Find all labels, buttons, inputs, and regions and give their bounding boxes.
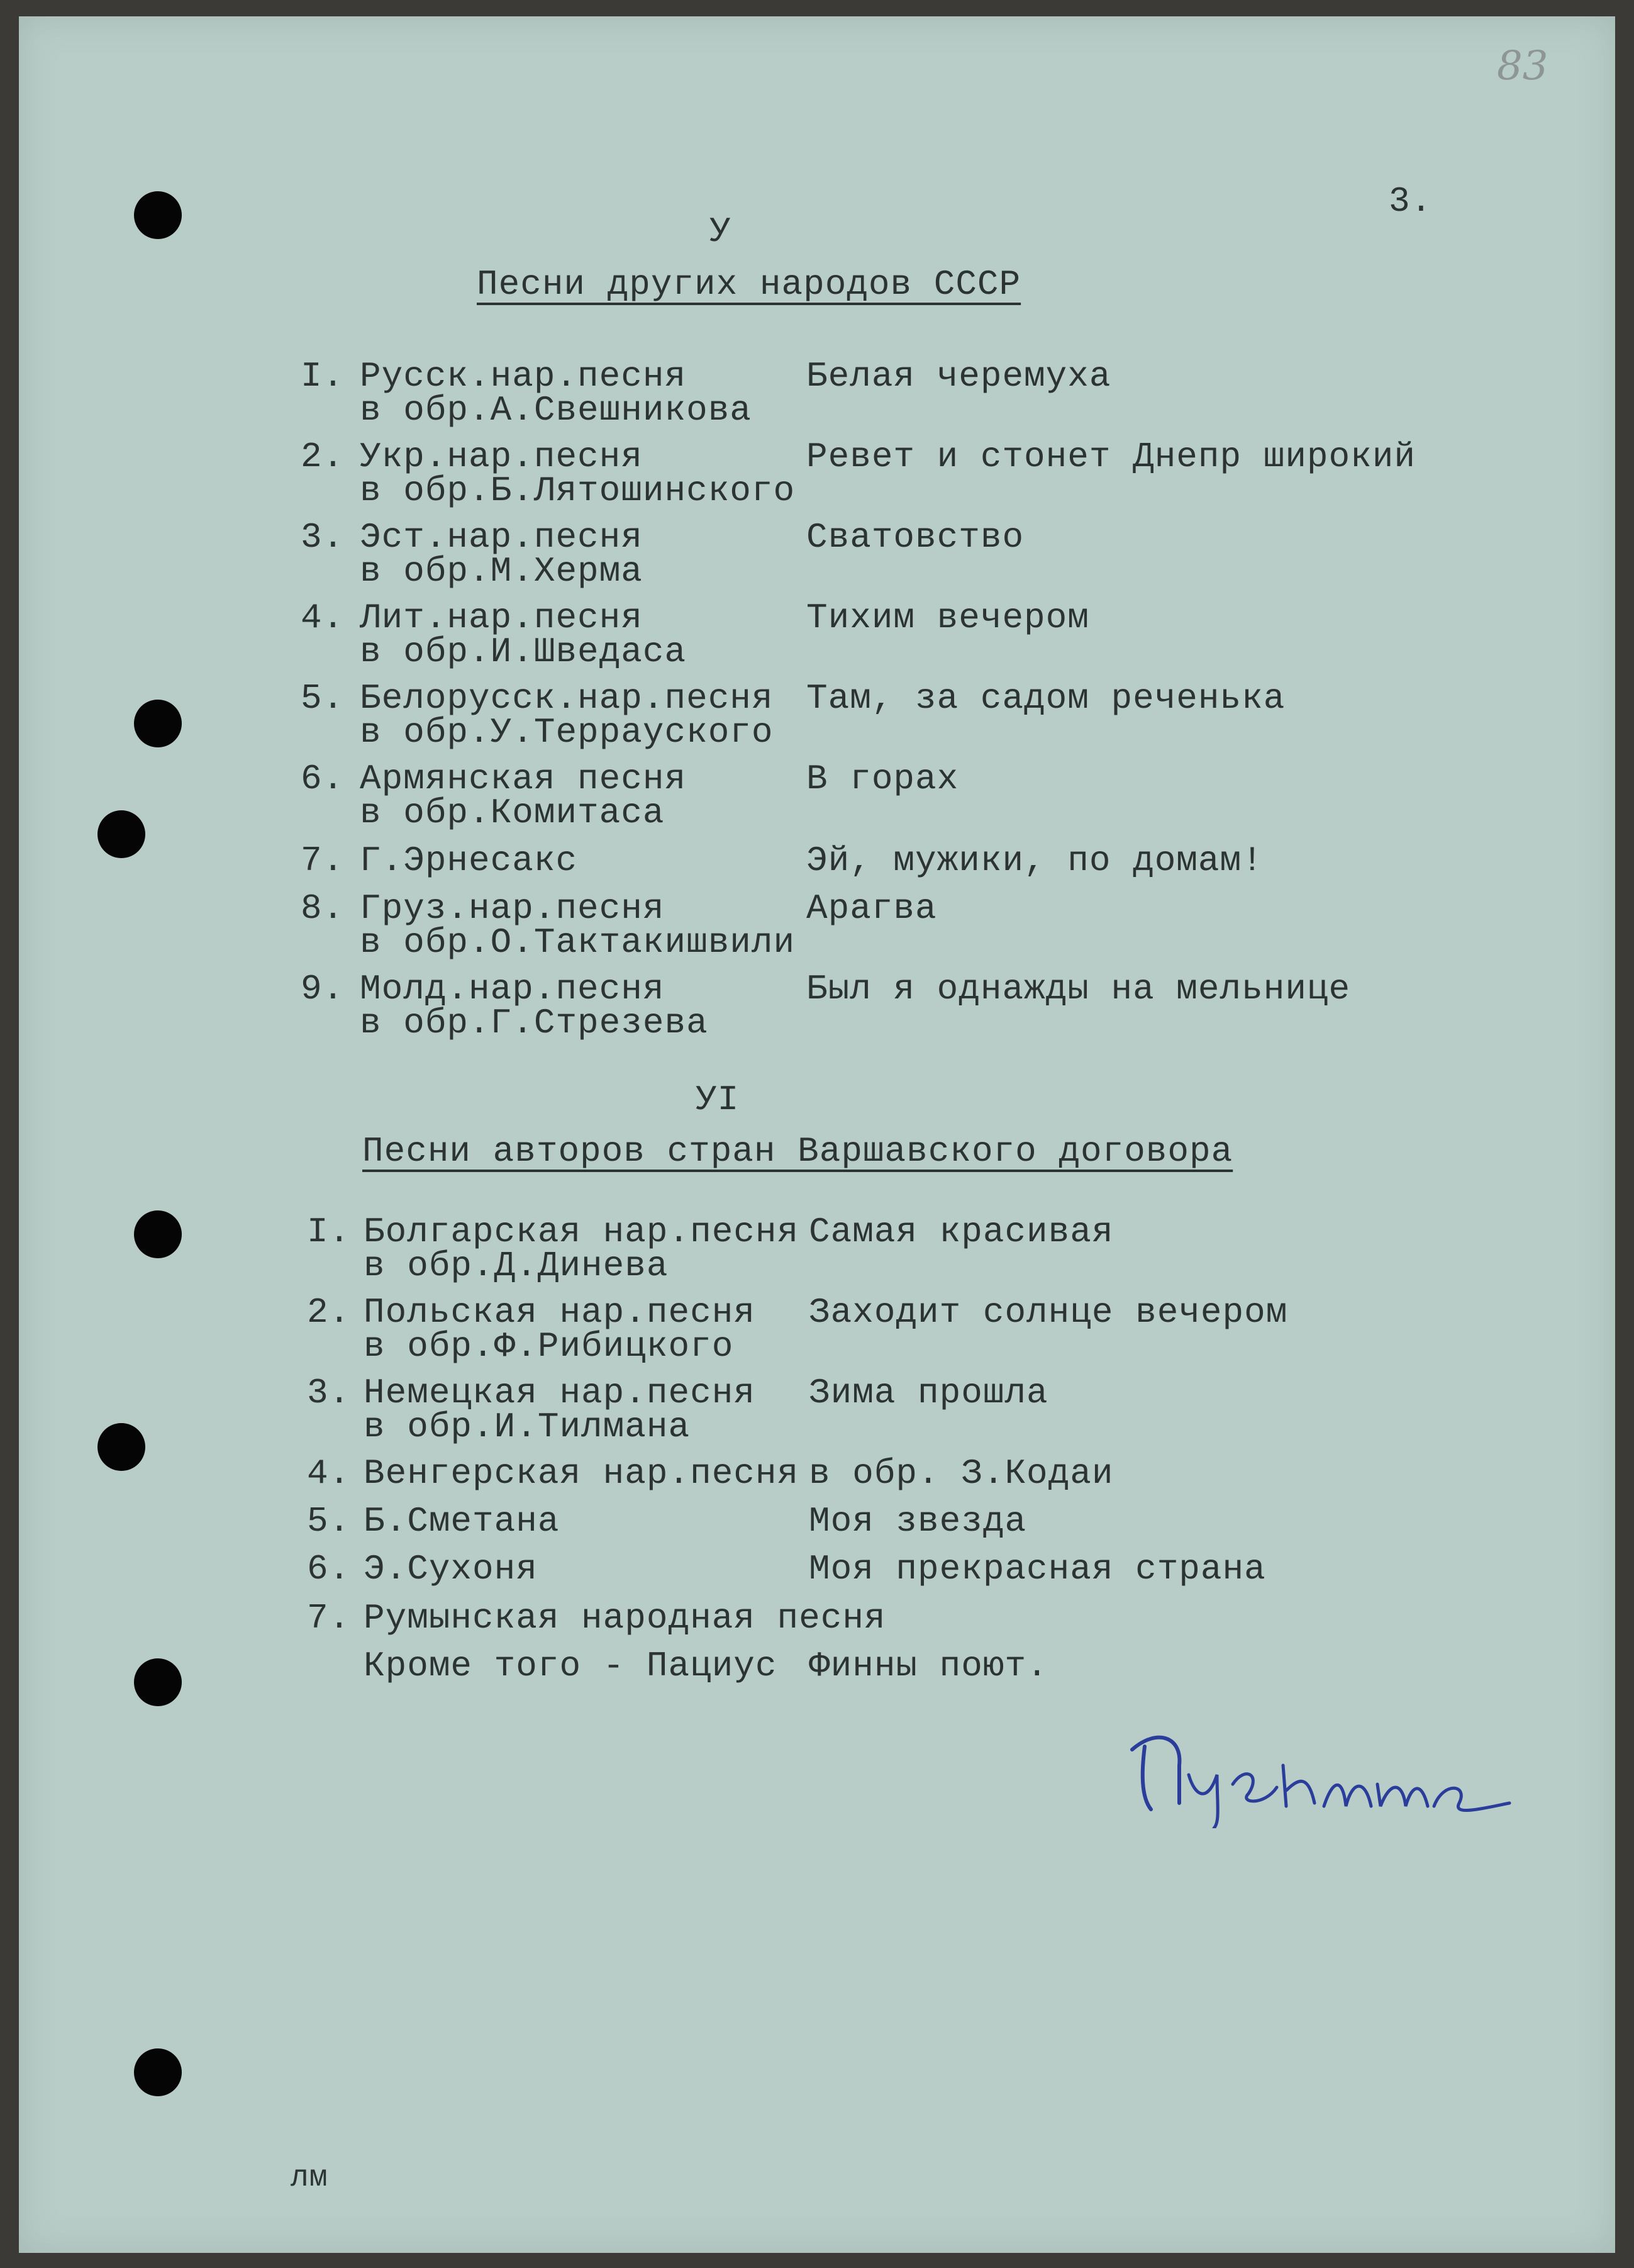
list-item-number: 7. <box>307 1598 351 1638</box>
list-item-number: 2. <box>307 1292 351 1332</box>
list-item-arranger: в обр.Б.Лятошинского <box>360 471 796 511</box>
list-item-song: Эй, мужики, по домам! <box>806 841 1264 881</box>
list-item-song: Был я однажды на мельнице <box>806 969 1351 1009</box>
list-item-author: Г.Эрнесакс <box>360 841 578 881</box>
page-number: 3. <box>1389 181 1433 221</box>
section5-numeral: У <box>709 211 731 252</box>
list-item-author: Русск.нар.песня <box>360 356 687 396</box>
list-item-number: 5. <box>307 1501 351 1541</box>
list-item-song: Моя прекрасная страна <box>809 1549 1266 1589</box>
list-item-arranger: в обр.М.Херма <box>360 551 643 591</box>
extra-author: Кроме того - Пациус <box>364 1646 777 1686</box>
list-item-author: Б.Сметана <box>364 1501 560 1541</box>
list-item-arranger: в обр.А.Свешникова <box>360 390 752 430</box>
list-item-song: Самая красивая <box>809 1212 1114 1252</box>
list-item-arranger: в обр.И.Тилмана <box>364 1407 691 1447</box>
list-item-song: Ревет и стонет Днепр широкий <box>806 437 1416 477</box>
signature <box>1126 1702 1516 1828</box>
list-item-arranger: в обр.Ф.Рибицкого <box>364 1326 734 1366</box>
list-item-author: Армянская песня <box>360 759 687 799</box>
list-item-author: Румынская народная песня <box>364 1598 886 1638</box>
punch-hole <box>97 810 145 858</box>
typist-mark: лм <box>291 2161 328 2195</box>
list-item-number: I. <box>307 1212 351 1252</box>
extra-song: Финны поют. <box>809 1646 1048 1686</box>
list-item-song: Сватовство <box>806 517 1025 557</box>
list-item-number: 3. <box>307 1373 351 1413</box>
punch-hole <box>134 191 182 239</box>
list-item-arranger: в обр.О.Тактакишвили <box>360 922 796 963</box>
list-item-author: Э.Сухоня <box>364 1549 538 1589</box>
list-item-number: 4. <box>307 1453 351 1494</box>
list-item-author: Молд.нар.песня <box>360 969 665 1009</box>
list-item-arranger: в обр.Комитаса <box>360 793 665 833</box>
section5-title: Песни других народов СССР <box>477 264 1021 304</box>
list-item-song: Моя звезда <box>809 1501 1027 1541</box>
list-item-song: Зима прошла <box>809 1373 1048 1413</box>
list-item-number: 5. <box>301 678 345 718</box>
section6-numeral: УI <box>696 1080 740 1120</box>
list-item-number: 3. <box>301 517 345 557</box>
list-item-author: Белорусск.нар.песня <box>360 678 774 718</box>
section6-title: Песни авторов стран Варшавского договора <box>362 1131 1233 1171</box>
list-item-song: Арагва <box>806 888 937 929</box>
list-item-song: Белая черемуха <box>806 356 1111 396</box>
svg-text:Пуркина: Пуркина <box>1126 1702 1129 1703</box>
list-item-arranger: в обр.Д.Динева <box>364 1246 669 1286</box>
list-item-number: 2. <box>301 437 345 477</box>
list-item-author: Груз.нар.песня <box>360 888 665 929</box>
list-item-author: Лит.нар.песня <box>360 598 643 638</box>
list-item-number: 6. <box>307 1549 351 1589</box>
list-item-song: В горах <box>806 759 959 799</box>
list-item-song: Там, за садом реченька <box>806 678 1286 718</box>
list-item-author: Эст.нар.песня <box>360 517 643 557</box>
list-item-arranger: в обр.Г.Стрезева <box>360 1003 708 1043</box>
list-item-arranger: в обр.У.Террауского <box>360 712 774 752</box>
punch-hole <box>134 2048 182 2096</box>
punch-hole <box>134 700 182 747</box>
list-item-author: Укр.нар.песня <box>360 437 643 477</box>
list-item-author: Венгерская нар.песня <box>364 1453 799 1494</box>
list-item-author: Немецкая нар.песня <box>364 1373 755 1413</box>
punch-hole <box>97 1423 145 1471</box>
list-item-number: 6. <box>301 759 345 799</box>
punch-hole <box>134 1210 182 1258</box>
list-item-song: Тихим вечером <box>806 598 1089 638</box>
list-item-arranger: в обр.И.Шведаса <box>360 632 687 672</box>
list-item-song: Заходит солнце вечером <box>809 1292 1288 1332</box>
list-item-number: 4. <box>301 598 345 638</box>
list-item-author: Польская нар.песня <box>364 1292 755 1332</box>
list-item-number: 8. <box>301 888 345 929</box>
list-item-number: 7. <box>301 841 345 881</box>
punch-hole <box>134 1658 182 1706</box>
list-item-number: I. <box>301 356 345 396</box>
archive-mark: 83 <box>1497 43 1548 89</box>
list-item-author: Болгарская нар.песня <box>364 1212 799 1252</box>
document-sheet <box>19 16 1615 2253</box>
list-item-number: 9. <box>301 969 345 1009</box>
list-item-song: в обр. З.Кодаи <box>809 1453 1114 1494</box>
